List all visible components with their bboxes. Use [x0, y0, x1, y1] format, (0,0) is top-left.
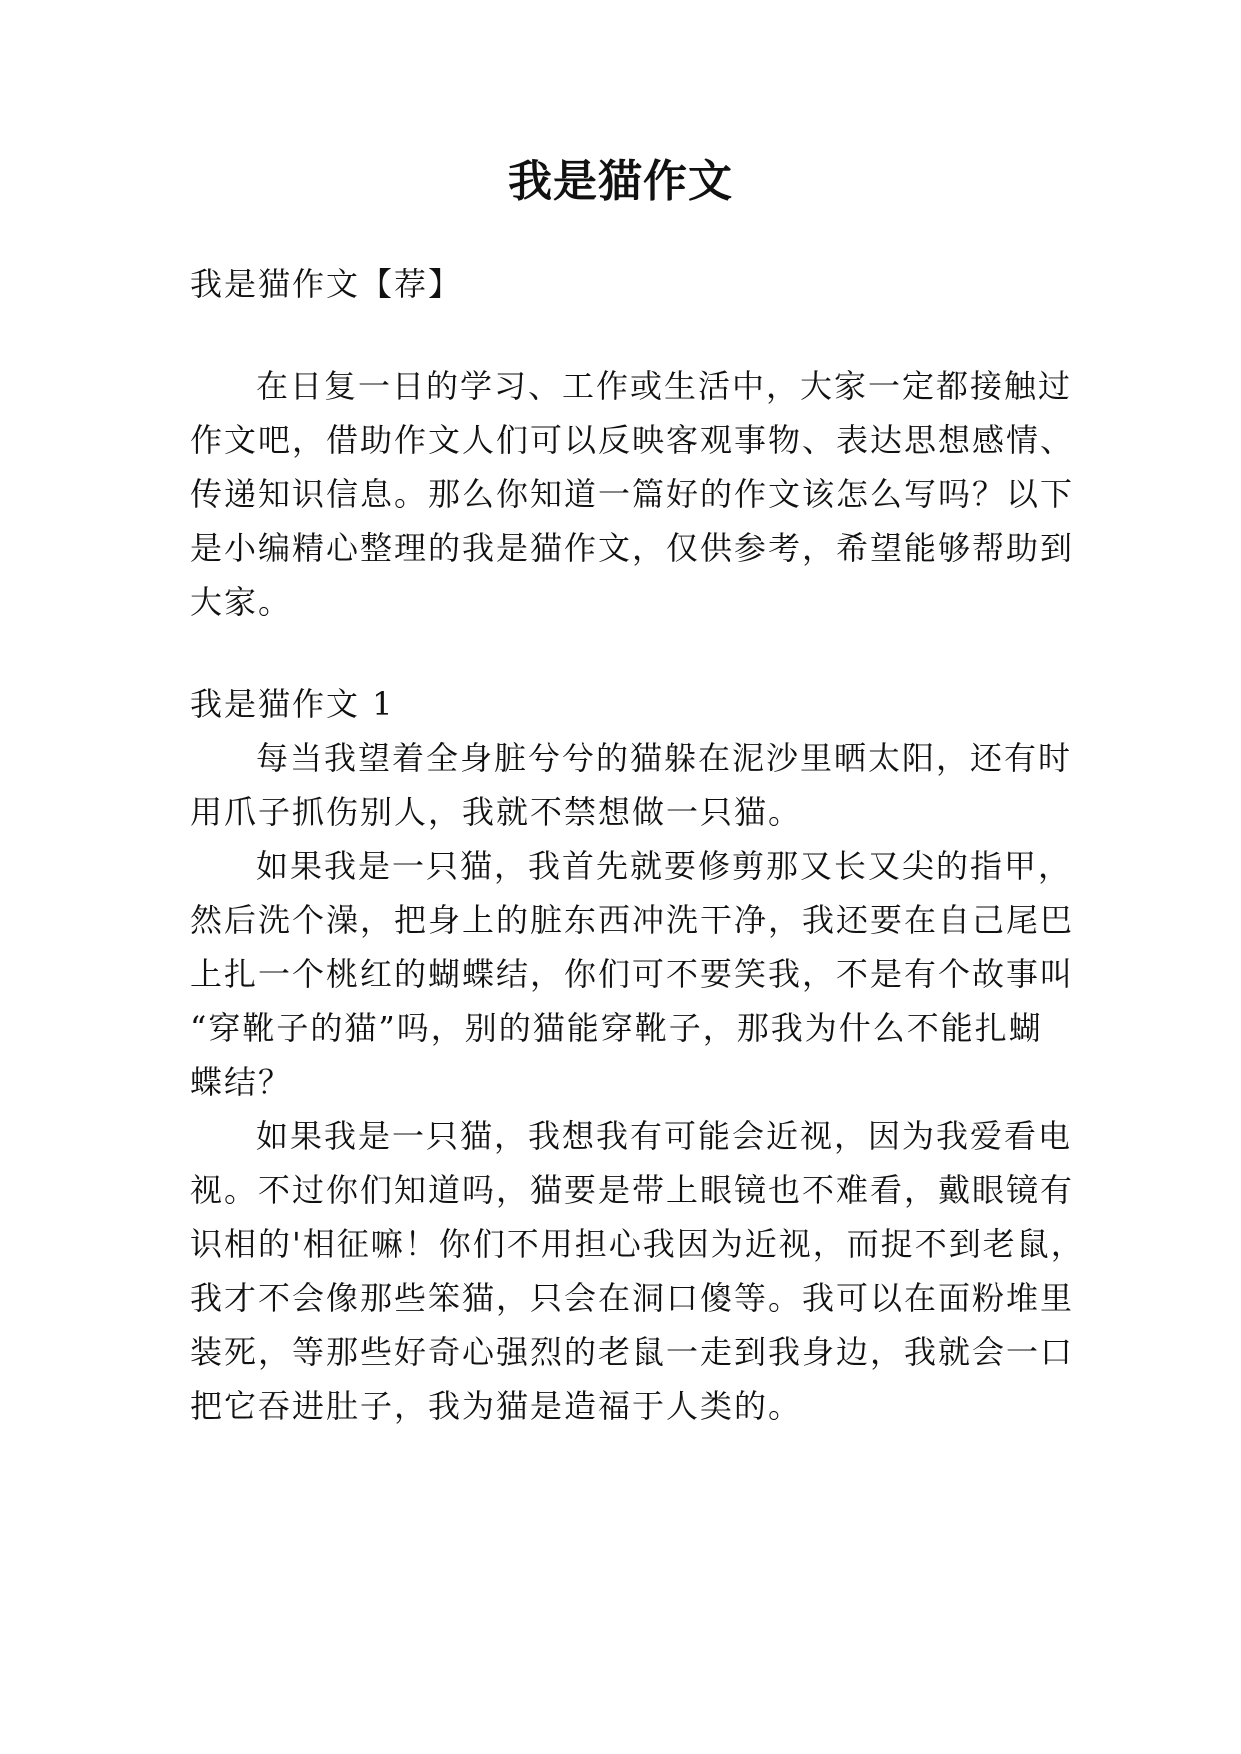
document-subtitle: 我是猫作文【荐】 [190, 265, 463, 303]
paragraph-line: 如果我是一只猫，我首先就要修剪那又长又尖的指甲， [256, 847, 1073, 885]
intro-line: 是小编精心整理的我是猫作文，仅供参考，希望能够帮助到 [190, 529, 1075, 567]
document-title: 我是猫作文 [508, 156, 733, 207]
paragraph-line: 视。不过你们知道吗，猫要是带上眼镜也不难看，戴眼镜有 [190, 1171, 1075, 1209]
paragraph-line: 识相的'相征嘛！你们不用担心我因为近视，而捉不到老鼠， [190, 1225, 1085, 1263]
paragraph-line: 如果我是一只猫，我想我有可能会近视，因为我爱看电 [256, 1117, 1073, 1155]
paragraph-line: 装死，等那些好奇心强烈的老鼠一走到我身边，我就会一口 [190, 1333, 1075, 1371]
paragraph-line: 我才不会像那些笨猫，只会在洞口傻等。我可以在面粉堆里 [190, 1279, 1075, 1317]
intro-line: 在日复一日的学习、工作或生活中，大家一定都接触过 [256, 367, 1073, 405]
intro-line: 传递知识信息。那么你知道一篇好的作文该怎么写吗？以下 [190, 475, 1075, 513]
paragraph-line: 每当我望着全身脏兮兮的猫躲在泥沙里晒太阳，还有时 [256, 739, 1073, 777]
paragraph-line: 用爪子抓伤别人，我就不禁想做一只猫。 [190, 793, 803, 831]
section-heading: 我是猫作文 1 [190, 685, 395, 723]
paragraph-line: “穿靴子的猫”吗，别的猫能穿靴子，那我为什么不能扎蝴 [190, 1009, 1043, 1047]
intro-line: 作文吧，借助作文人们可以反映客观事物、表达思想感情、 [190, 421, 1075, 459]
intro-line: 大家。 [190, 583, 293, 621]
paragraph-line: 蝶结？ [190, 1063, 293, 1101]
paragraph-line: 上扎一个桃红的蝴蝶结，你们可不要笑我，不是有个故事叫 [190, 955, 1075, 993]
paragraph-line: 把它吞进肚子，我为猫是造福于人类的。 [190, 1387, 803, 1425]
paragraph-line: 然后洗个澡，把身上的脏东西冲洗干净，我还要在自己尾巴 [190, 901, 1075, 939]
